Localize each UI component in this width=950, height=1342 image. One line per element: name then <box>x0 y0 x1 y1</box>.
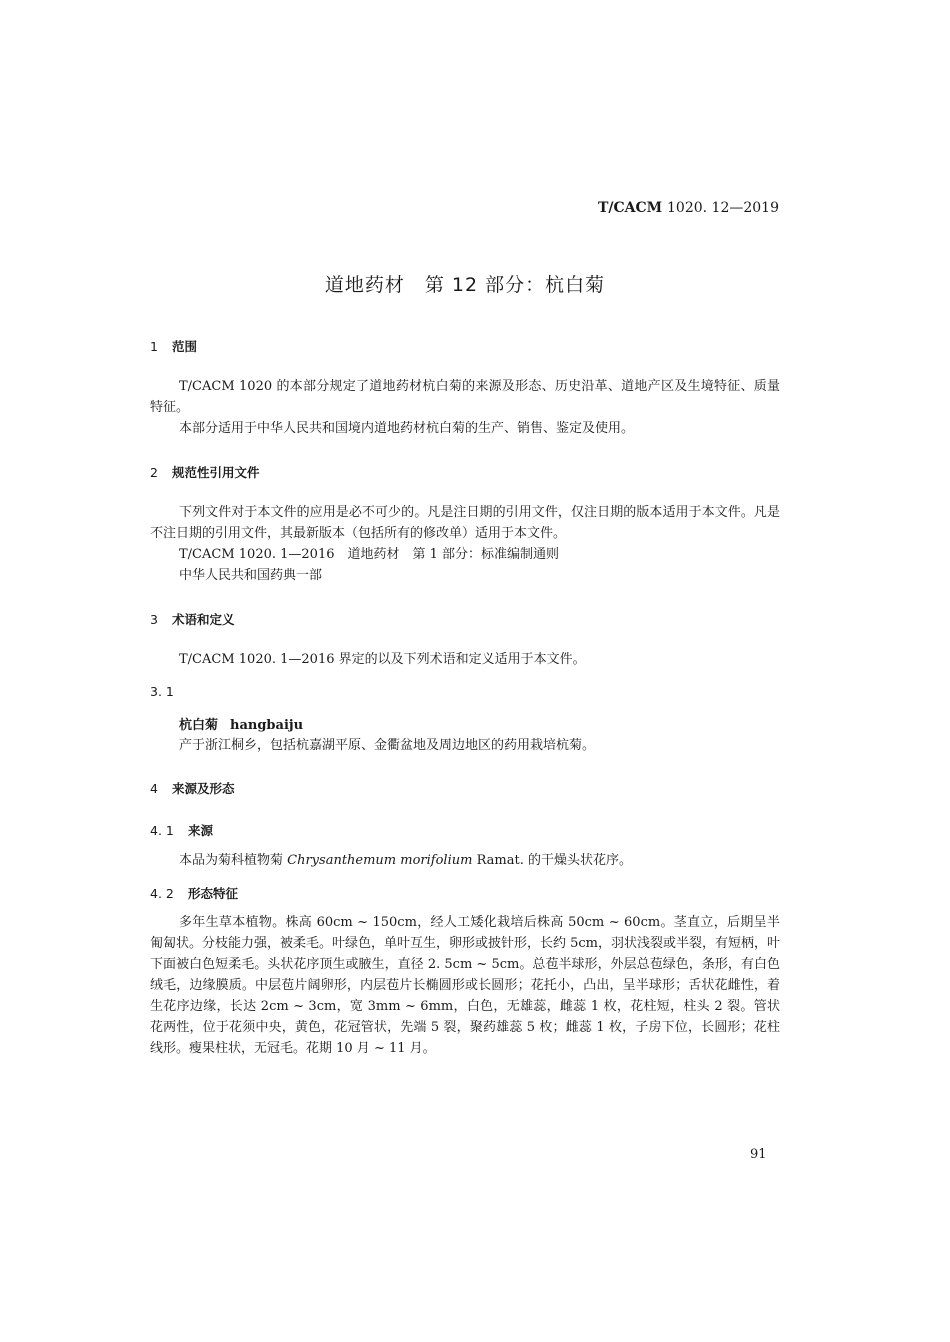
source-text-post: Ramat. 的干燥头状花序。 <box>472 853 632 868</box>
page-title: 道地药材 第 12 部分：杭白菊 <box>324 274 606 296</box>
standard-number: 1020. 12—2019 <box>667 200 779 216</box>
page-number: 91 <box>750 1147 767 1162</box>
section-number: 4 <box>150 781 158 796</box>
morphology-paragraph: 多年生草本植物。株高 60cm ~ 150cm，经人工矮化栽培后株高 50cm ~ 60cm。茎直立，后期呈半匍匐状。分枝能力强，被柔毛。叶绿色，单叶互生，卵形或披针形，长约 5cm，羽状浅裂或半裂，有短柄，叶下面被白色短柔毛。头状花序顶生或腋生，直径 2. 5cm ~ 5cm。总苞半球形，外层总苞绿色，条形，有白色绒毛，边缘膜质。中层苞片阔卵形，内层苞片长椭圆形或长圆形；花托小，凸出，呈半球形；舌状花雌性，着生花序边缘，长达 2cm ~ 3cm，宽 3mm ~ 6mm，白色，无雄蕊，雌蕊 1 枚，花柱短，柱头 2 裂。管状花两性，位于花须中央，黄色，花冠管状，先端 5 裂，聚药雄蕊 5 枚；雌蕊 1 枚，子房下位，长圆形；花柱线形。瘦果柱状，无冠毛。花期 10 月 ~ 11 月。 <box>150 915 781 1056</box>
subsection-4-1-heading <box>150 821 213 839</box>
reference-2: 中华人民共和国药典一部 <box>179 568 323 583</box>
section-title: 来源及形态 <box>172 781 235 796</box>
source-paragraph <box>179 850 632 871</box>
section-number: 2 <box>150 465 158 480</box>
term-english: hangbaiju <box>230 718 304 733</box>
section-title: 范围 <box>172 339 198 354</box>
section-number: 1 <box>150 339 158 354</box>
source-text-pre: 本品为菊科植物菊 <box>179 853 288 868</box>
subsection-3-1-number: 3. 1 <box>150 684 174 699</box>
section-3-heading <box>150 610 235 628</box>
term-definition: 产于浙江桐乡，包括杭嘉湖平原、金衢盆地及周边地区的药用栽培杭菊。 <box>179 738 596 753</box>
subsection-title: 形态特征 <box>188 886 239 901</box>
standard-code <box>598 200 779 216</box>
section-title: 术语和定义 <box>172 612 235 627</box>
standard-prefix: T/CACM <box>597 200 663 216</box>
term-chinese: 杭白菊 <box>179 718 219 733</box>
section-1-heading <box>150 337 197 355</box>
subsection-4-2-heading <box>150 884 238 902</box>
subsection-number: 4. 2 <box>150 886 174 901</box>
section-2-heading <box>150 463 260 481</box>
section-1-paragraph-2: 本部分适用于中华人民共和国境内道地药材杭白菊的生产、销售、鉴定及使用。 <box>179 421 635 436</box>
reference-1: T/CACM 1020. 1—2016 道地药材 第 1 部分：标准编制通则 <box>179 547 560 562</box>
section-number: 3 <box>150 612 158 627</box>
section-2-paragraph-1: 下列文件对于本文件的应用是必不可少的。凡是注日期的引用文件，仅注日期的版本适用于本文件。凡是不注日期的引用文件，其最新版本（包括所有的修改单）适用于本文件。 <box>150 505 780 541</box>
subsection-title: 来源 <box>188 823 214 838</box>
term-entry <box>179 714 303 733</box>
latin-name: Chrysanthemum morifolium <box>287 853 473 868</box>
section-1-paragraph-1: T/CACM 1020 的本部分规定了道地药材杭白菊的来源及形态、历史沿革、道地产区及生境特征、质量特征。 <box>150 379 780 415</box>
section-3-paragraph-1: T/CACM 1020. 1—2016 界定的以及下列术语和定义适用于本文件。 <box>179 652 586 667</box>
subsection-number: 4. 1 <box>150 823 174 838</box>
section-4-heading <box>150 779 235 797</box>
section-title: 规范性引用文件 <box>172 465 260 480</box>
